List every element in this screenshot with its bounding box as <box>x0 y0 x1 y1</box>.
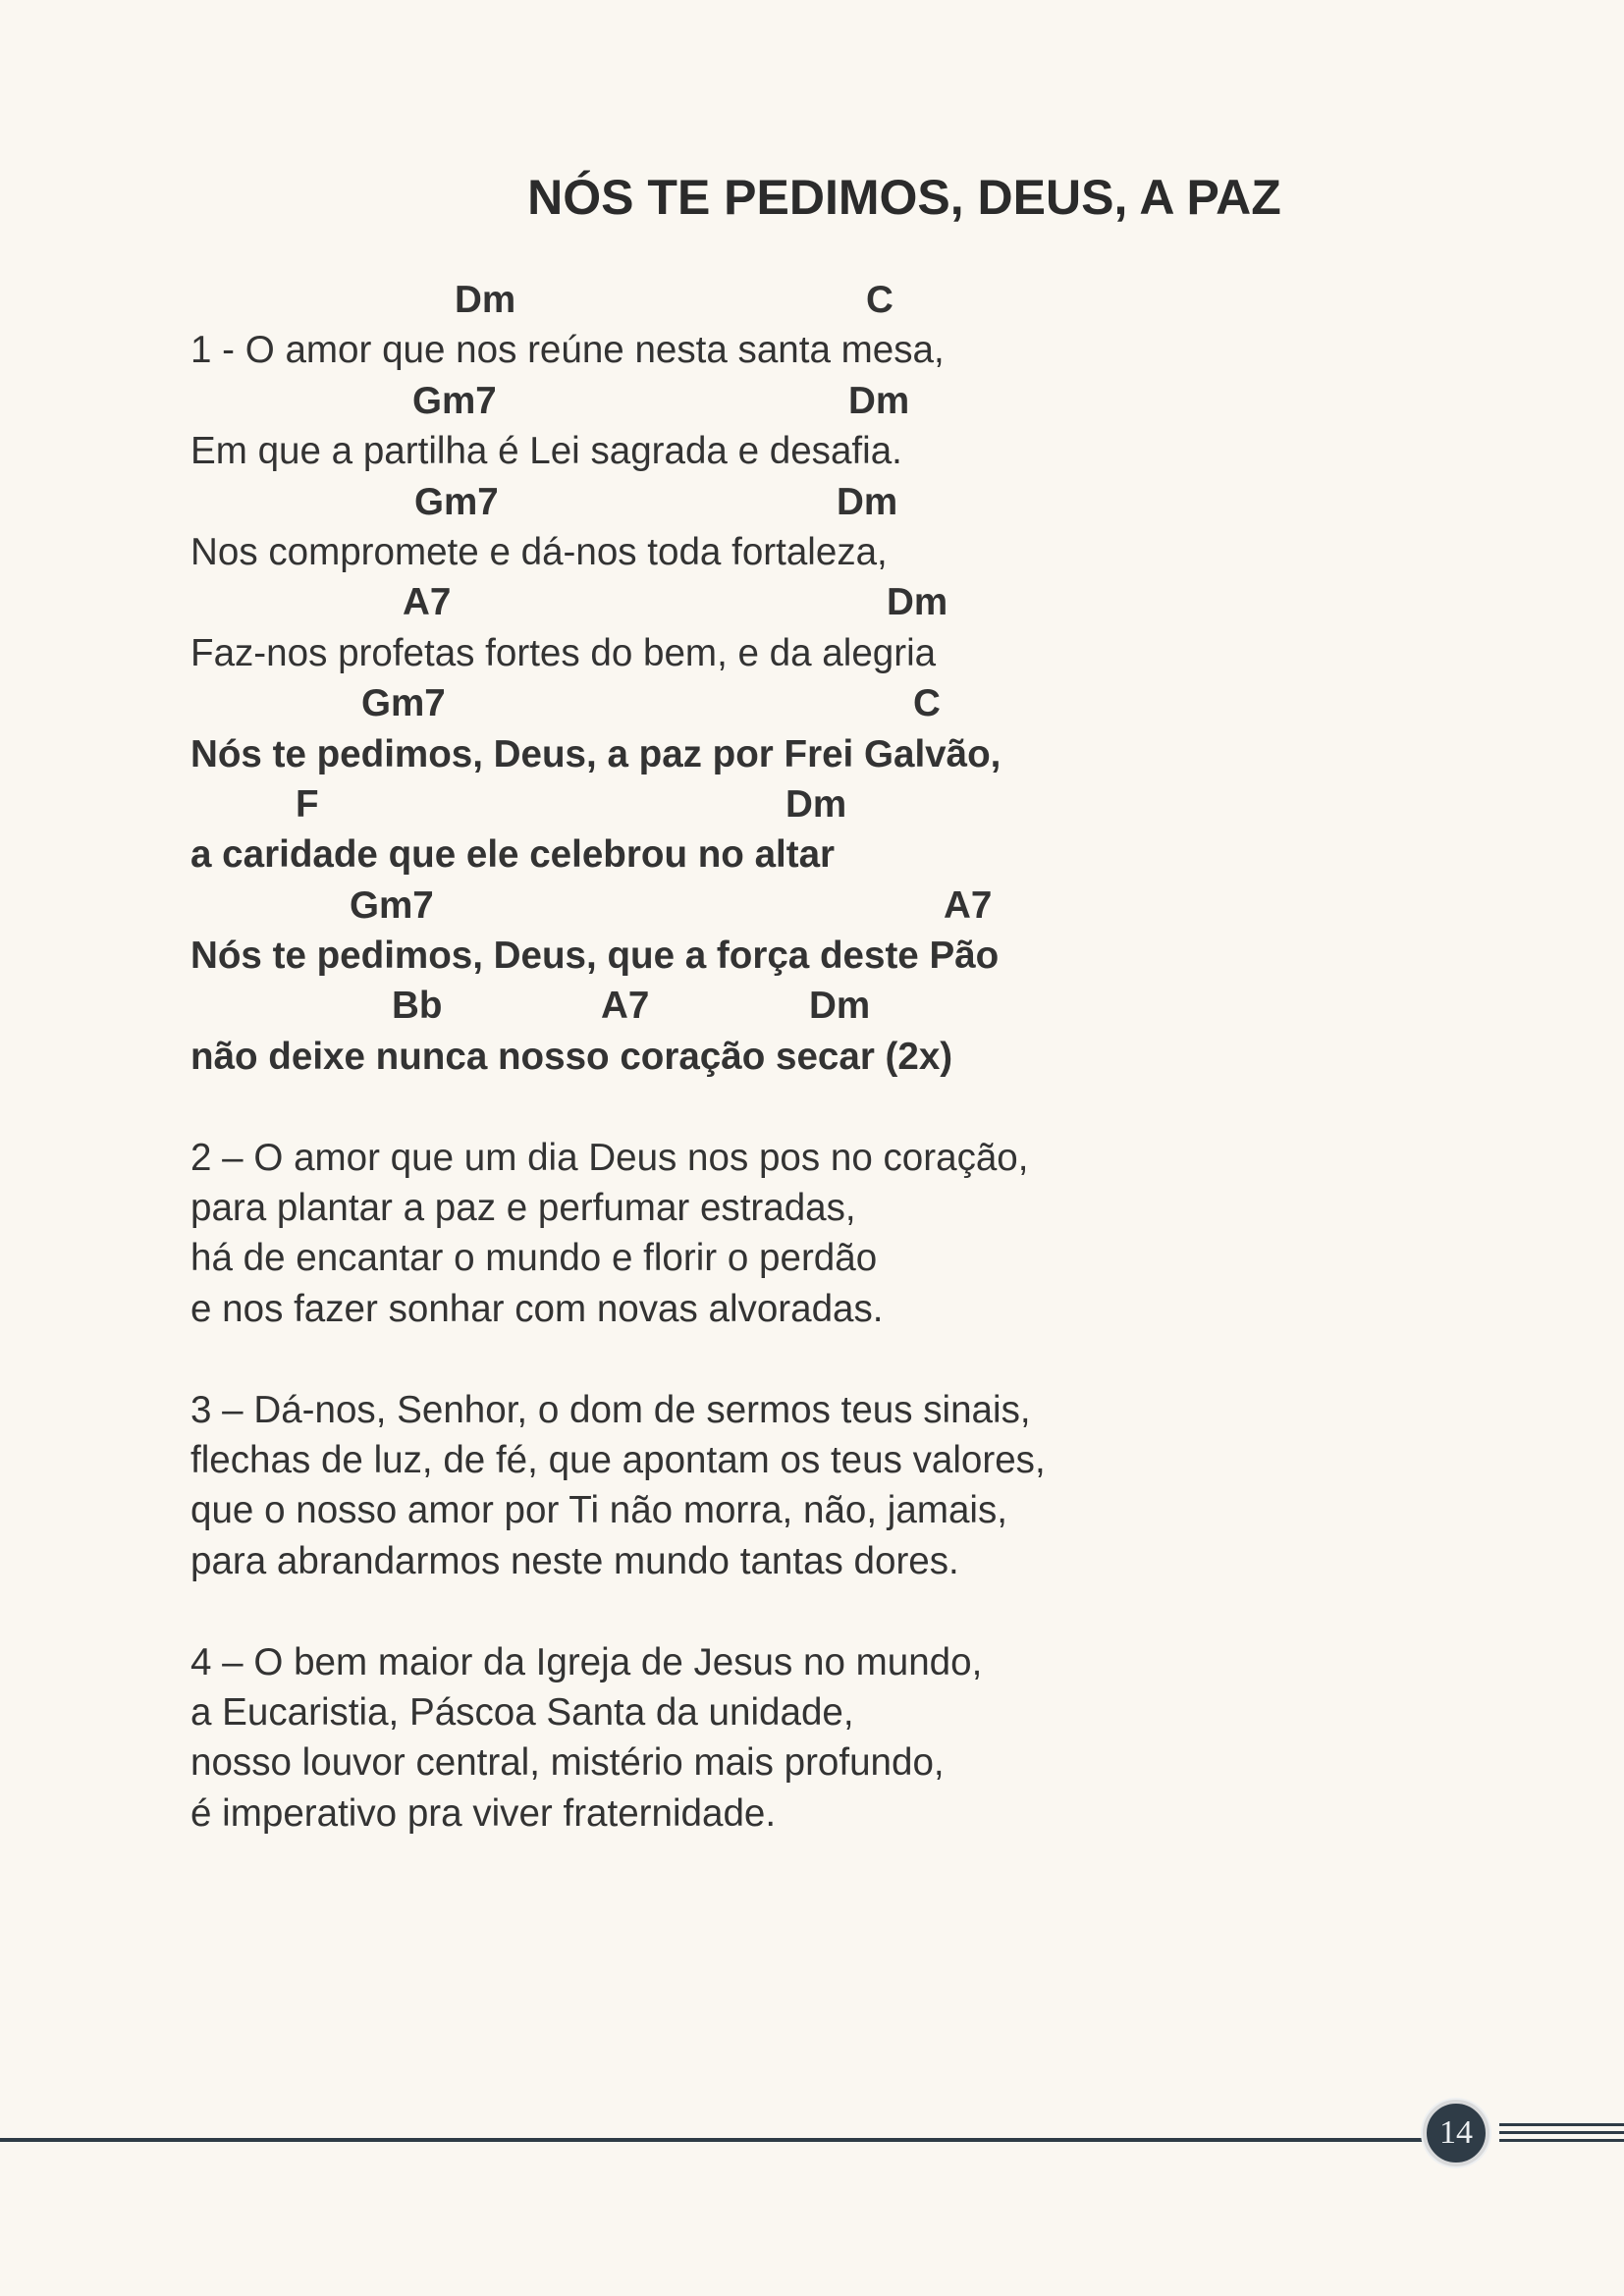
lyric-line: a Eucaristia, Páscoa Santa da unidade, <box>190 1690 854 1734</box>
song-body <box>190 275 1369 1839</box>
chorus-line: não deixe nunca nosso coração secar (2x) <box>190 1035 953 1078</box>
lyric-line: é imperativo pra viver fraternidade. <box>190 1791 777 1835</box>
chord: C <box>866 279 893 321</box>
stanza-spacer <box>190 1082 1369 1132</box>
chord: Dm <box>887 581 948 624</box>
lyric-line: que o nosso amor por Ti não morra, não, jamais, <box>190 1489 1007 1532</box>
lyric-line: 2 – O amor que um dia Deus nos pos no coração, <box>190 1136 1029 1179</box>
footer-rule-right <box>1499 2123 1624 2126</box>
chord: A7 <box>403 581 452 624</box>
chord: Gm7 <box>361 682 446 725</box>
lyric-line: Em que a partilha é Lei sagrada e desafia. <box>190 430 902 473</box>
chord: Gm7 <box>414 480 499 523</box>
stanza-spacer <box>190 1586 1369 1636</box>
chord: A7 <box>601 985 650 1028</box>
chord-row <box>190 881 1369 931</box>
page-number: 14 <box>1423 2100 1489 2166</box>
chord-row <box>190 779 1369 829</box>
chord: Gm7 <box>412 379 497 422</box>
lyric-line: 3 – Dá-nos, Senhor, o dom de sermos teus sinais, <box>190 1388 1031 1431</box>
lyric-line: Nos compromete e dá-nos toda fortaleza, <box>190 530 888 573</box>
chorus-line: a caridade que ele celebrou no altar <box>190 833 836 877</box>
chord: Gm7 <box>350 883 434 927</box>
song-title: NÓS TE PEDIMOS, DEUS, A PAZ <box>527 170 1281 225</box>
lyric-line: e nos fazer sonhar com novas alvoradas. <box>190 1287 884 1330</box>
chord: Dm <box>837 480 898 523</box>
lyric-line: 1 - O amor que nos reúne nesta santa mesa, <box>190 329 945 372</box>
footer-rule <box>0 2138 1426 2142</box>
chord: Bb <box>392 985 443 1028</box>
lyric-line: 4 – O bem maior da Igreja de Jesus no mundo, <box>190 1640 983 1683</box>
chord: Dm <box>455 279 516 321</box>
chord-row <box>190 981 1369 1031</box>
lyric-line: para abrandarmos neste mundo tantas dores. <box>190 1539 959 1582</box>
chord: C <box>913 682 941 725</box>
chord-row <box>190 678 1369 728</box>
lyric-line: flechas de luz, de fé, que apontam os teus valores, <box>190 1438 1046 1481</box>
chorus-line: Nós te pedimos, Deus, a paz por Frei Galvão, <box>190 732 1001 775</box>
chord: Dm <box>848 379 910 422</box>
lyric-line: Faz-nos profetas fortes do bem, e da alegria <box>190 631 937 674</box>
lyric-line: há de encantar o mundo e florir o perdão <box>190 1237 878 1280</box>
lyric-line: nosso louvor central, mistério mais profundo, <box>190 1741 945 1785</box>
chord: Dm <box>809 985 871 1028</box>
chord-row <box>190 477 1369 527</box>
chord: F <box>296 782 319 826</box>
chord: Dm <box>785 782 847 826</box>
chord-row <box>190 376 1369 426</box>
footer-rule-right <box>1499 2131 1624 2134</box>
chord: A7 <box>944 883 993 927</box>
chord-row <box>190 275 1369 325</box>
lyric-line: para plantar a paz e perfumar estradas, <box>190 1187 856 1230</box>
chord-row <box>190 577 1369 627</box>
stanza-spacer <box>190 1334 1369 1384</box>
chorus-line: Nós te pedimos, Deus, que a força deste Pão <box>190 934 1000 978</box>
footer-rule-right <box>1499 2139 1624 2142</box>
